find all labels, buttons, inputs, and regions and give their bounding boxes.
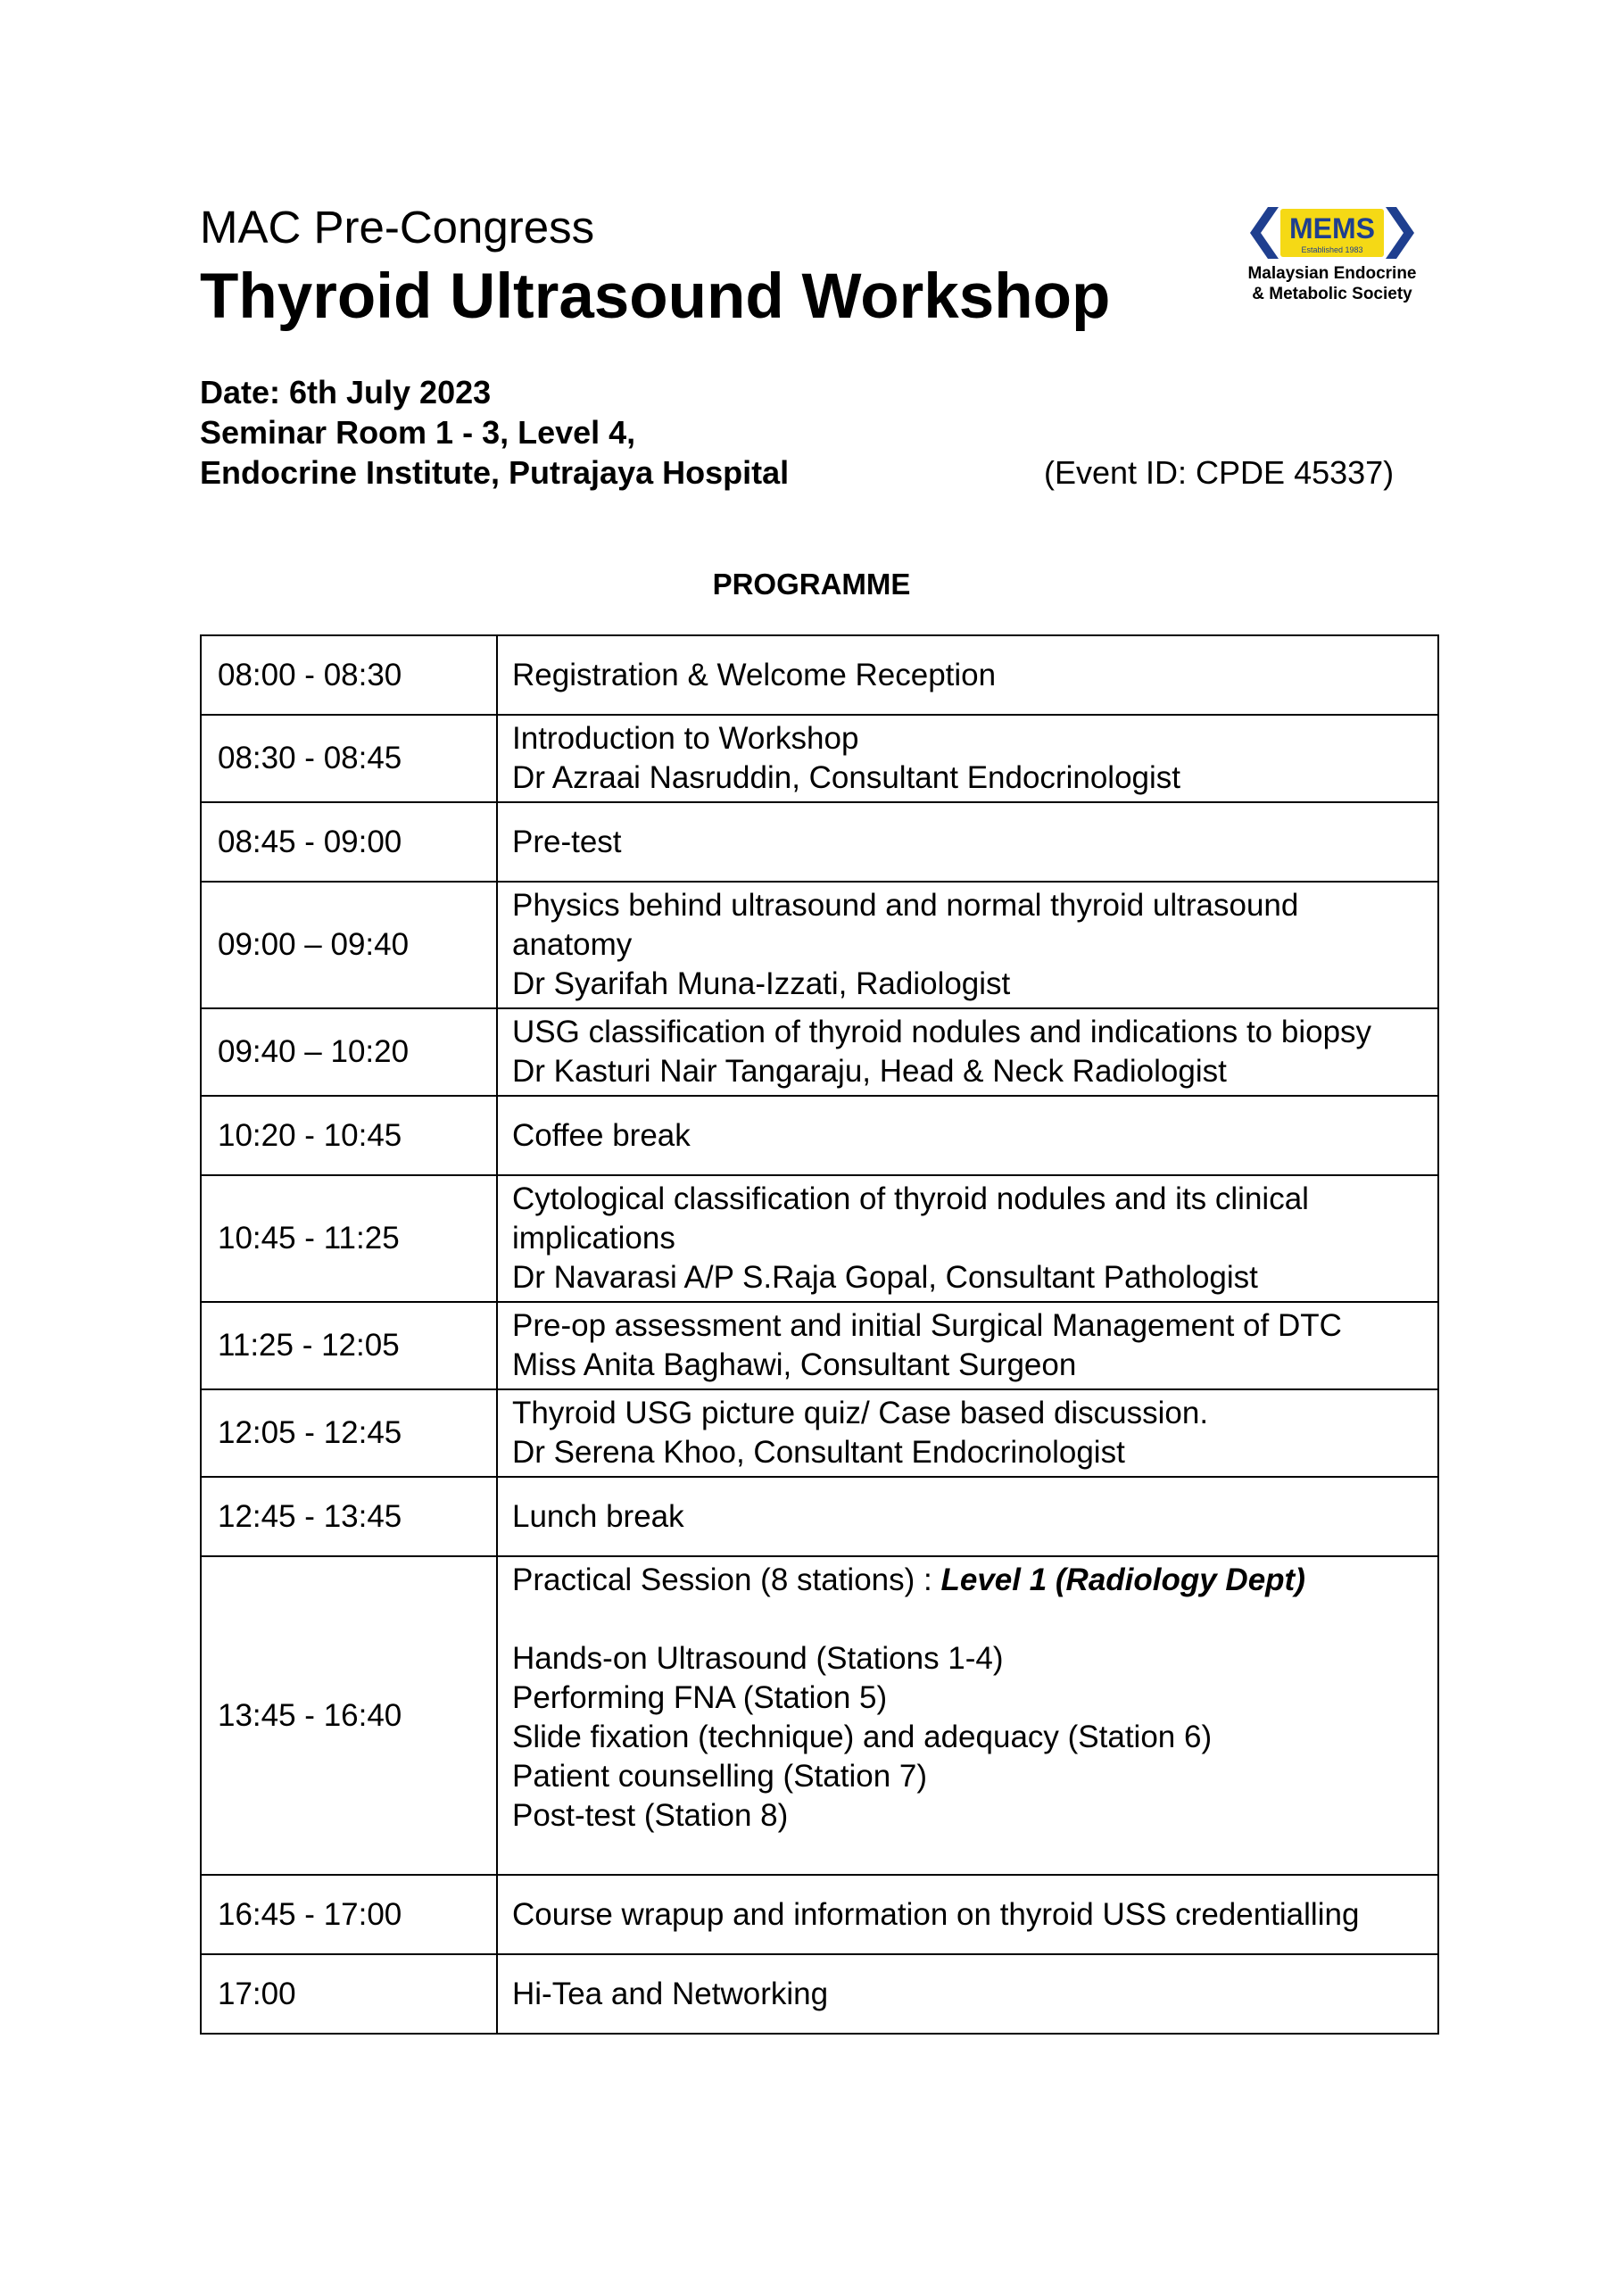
row-activity: [497, 1875, 1438, 1954]
event-venue-line-2: Endocrine Institute, Putrajaya Hospital: [200, 454, 790, 491]
row-activity: [497, 1302, 1438, 1389]
programme-table: [200, 634, 1439, 2035]
station-item: Patient counselling (Station 7): [512, 1759, 927, 1794]
event-id: (Event ID: CPDE 45337): [1044, 454, 1395, 491]
activity-line: Registration & Welcome Reception: [512, 657, 997, 692]
row-time: 13:45 - 16:40: [201, 1556, 497, 1875]
row-activity: [497, 1556, 1438, 1875]
practical-session-location: Level 1 (Radiology Dept): [940, 1562, 1305, 1597]
row-time: 16:45 - 17:00: [201, 1875, 497, 1954]
row-activity: [497, 1477, 1438, 1556]
row-time: 10:20 - 10:45: [201, 1096, 497, 1175]
event-date: Date: 6th July 2023: [200, 374, 492, 410]
activity-line: Course wrapup and information on thyroid USS credentialling: [512, 1896, 1360, 1932]
activity-speaker: Dr Navarasi A/P S.Raja Gopal, Consultant Pathologist: [512, 1260, 1258, 1295]
activity-line: anatomy: [512, 927, 633, 962]
programme-row: [201, 1954, 1438, 2034]
practical-session-intro: Practical Session (8 stations) :: [512, 1562, 941, 1597]
spacer: [512, 1600, 1423, 1639]
programme-row: [201, 1302, 1438, 1389]
programme-row: [201, 1008, 1438, 1096]
row-activity: [497, 1175, 1438, 1302]
row-time: 11:25 - 12:05: [201, 1302, 497, 1389]
event-venue-line-1: Seminar Room 1 - 3, Level 4,: [200, 414, 636, 451]
activity-line: Introduction to Workshop: [512, 721, 859, 756]
row-time: 09:40 – 10:20: [201, 1008, 497, 1096]
activity-line: USG classification of thyroid nodules and indications to biopsy: [512, 1015, 1372, 1049]
logo-chevron-right: [1386, 207, 1414, 259]
row-time: 12:05 - 12:45: [201, 1389, 497, 1477]
logo-established: Established 1983: [1301, 245, 1363, 254]
programme-heading: PROGRAMME: [712, 568, 911, 601]
programme-row: [201, 882, 1438, 1008]
programme-row: [201, 802, 1438, 882]
activity-speaker: Dr Serena Khoo, Consultant Endocrinologist: [512, 1435, 1125, 1470]
logo-org-line-2: & Metabolic Society: [1252, 284, 1412, 303]
logo-org-name: [1245, 264, 1420, 305]
row-time: 17:00: [201, 1954, 497, 2034]
row-time: 08:45 - 09:00: [201, 802, 497, 882]
practical-session-line: [512, 1561, 1423, 1600]
row-activity: [497, 635, 1438, 715]
logo-org-line-1: Malaysian Endocrine: [1247, 264, 1417, 283]
programme-row: [201, 635, 1438, 715]
programme-row: [201, 1556, 1438, 1875]
activity-line: Thyroid USG picture quiz/ Case based discussion.: [512, 1396, 1209, 1430]
activity-speaker: Dr Syarifah Muna-Izzati, Radiologist: [512, 966, 1011, 1001]
activity-line: Lunch break: [512, 1498, 684, 1534]
station-item: Hands-on Ultrasound (Stations 1-4): [512, 1641, 1004, 1676]
activity-line: Coffee break: [512, 1117, 691, 1153]
programme-row: [201, 1389, 1438, 1477]
row-activity: [497, 1389, 1438, 1477]
row-time: 12:45 - 13:45: [201, 1477, 497, 1556]
row-activity: [497, 715, 1438, 802]
logo-chevron-left: [1250, 207, 1279, 259]
station-item: Slide fixation (technique) and adequacy (Station 6): [512, 1720, 1213, 1754]
row-time: 09:00 – 09:40: [201, 882, 497, 1008]
programme-row: [201, 715, 1438, 802]
activity-line: Cytological classification of thyroid nodules and its clinical: [512, 1181, 1309, 1216]
row-activity: [497, 1096, 1438, 1175]
activity-speaker: Miss Anita Baghawi, Consultant Surgeon: [512, 1347, 1077, 1382]
activity-speaker: Dr Kasturi Nair Tangaraju, Head & Neck Radiologist: [512, 1054, 1227, 1089]
programme-row: [201, 1096, 1438, 1175]
row-time: 10:45 - 11:25: [201, 1175, 497, 1302]
row-time: 08:30 - 08:45: [201, 715, 497, 802]
activity-speaker: Dr Azraai Nasruddin, Consultant Endocrinologist: [512, 760, 1180, 795]
logo-wordmark: MEMS: [1289, 212, 1375, 245]
page-title: Thyroid Ultrasound Workshop: [200, 261, 1111, 332]
station-item: Performing FNA (Station 5): [512, 1680, 888, 1715]
row-activity: [497, 802, 1438, 882]
activity-line: implications: [512, 1221, 675, 1256]
row-activity: [497, 882, 1438, 1008]
activity-line: Pre-op assessment and initial Surgical Management of DTC: [512, 1308, 1342, 1343]
mems-logo-mark: [1245, 203, 1420, 262]
row-activity: [497, 1008, 1438, 1096]
activity-line: Hi-Tea and Networking: [512, 1976, 829, 2011]
station-item: Post-test (Station 8): [512, 1798, 789, 1833]
row-activity: [497, 1954, 1438, 2034]
programme-row: [201, 1477, 1438, 1556]
row-time: 08:00 - 08:30: [201, 635, 497, 715]
activity-line: Pre-test: [512, 824, 622, 859]
activity-line: Physics behind ultrasound and normal thyroid ultrasound: [512, 888, 1299, 923]
programme-row: [201, 1875, 1438, 1954]
event-subtitle: MAC Pre-Congress: [200, 202, 595, 253]
programme-row: [201, 1175, 1438, 1302]
mems-logo: [1245, 203, 1420, 319]
